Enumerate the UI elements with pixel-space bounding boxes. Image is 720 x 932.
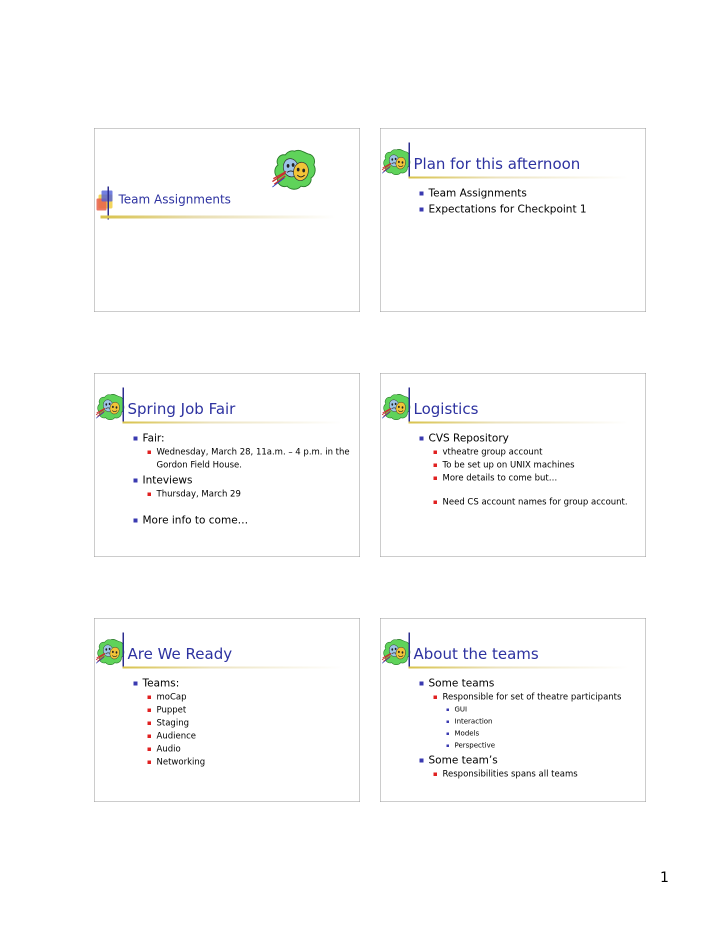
list-item: Inteviews xyxy=(128,473,352,488)
title-vertical-rule xyxy=(123,388,125,423)
list-item: Networking xyxy=(128,756,352,769)
bullet-icon xyxy=(447,709,450,712)
title-vertical-rule xyxy=(409,388,411,423)
list-item: moCap xyxy=(128,691,352,704)
bullet-icon xyxy=(148,761,152,765)
list-item: Some team’s xyxy=(414,753,638,768)
title-vertical-rule xyxy=(409,633,411,668)
slide-title: Plan for this afternoon xyxy=(413,155,581,173)
bullet-icon xyxy=(434,696,438,700)
title-horizontal-rule xyxy=(409,177,629,179)
bullet-icon xyxy=(148,735,152,739)
list-item: Fair: xyxy=(128,431,352,446)
list-item: Interaction xyxy=(414,716,638,728)
theatre-masks-icon xyxy=(96,393,126,423)
slide-are-we-ready xyxy=(94,618,360,802)
list-item: Responsibilities spans all teams xyxy=(414,768,638,781)
bullet-icon xyxy=(447,721,450,724)
bullet-icon xyxy=(148,709,152,713)
bullet-icon xyxy=(420,208,424,212)
bullet-icon xyxy=(434,477,438,481)
bullet-icon xyxy=(447,733,450,736)
list-item: Wednesday, March 28, 11a.m. – 4 p.m. in the Gordon Field House. xyxy=(128,446,352,472)
slide-title: Logistics xyxy=(413,400,479,418)
slide-body xyxy=(414,675,638,781)
bullet-icon xyxy=(434,451,438,455)
theatre-masks-icon xyxy=(272,148,318,194)
slide-title: Spring Job Fair xyxy=(127,400,236,418)
bullet-icon xyxy=(148,722,152,726)
bullet-icon xyxy=(420,192,424,196)
slide-logistics xyxy=(380,373,646,557)
list-item: Puppet xyxy=(128,704,352,717)
bullet-icon xyxy=(420,437,424,441)
slide-body xyxy=(128,430,352,528)
list-item: More details to come but… xyxy=(414,472,638,485)
title-horizontal-rule xyxy=(409,422,629,424)
list-item: To be set up on UNIX machines xyxy=(414,459,638,472)
bullet-icon xyxy=(148,451,152,455)
theatre-masks-icon xyxy=(96,638,126,668)
bullet-icon xyxy=(148,748,152,752)
list-item: GUI xyxy=(414,704,638,716)
list-item: Need CS account names for group account. xyxy=(414,496,638,509)
bullet-icon xyxy=(134,479,138,483)
slide-body xyxy=(128,675,352,769)
title-horizontal-rule xyxy=(101,216,336,219)
list-item: Thursday, March 29 xyxy=(128,488,352,501)
title-vertical-rule xyxy=(123,633,125,668)
slide-plan xyxy=(380,128,646,312)
bullet-icon xyxy=(447,745,450,748)
list-item: Teams: xyxy=(128,676,352,691)
list-item: CVS Repository xyxy=(414,431,638,446)
bullet-icon xyxy=(434,773,438,777)
list-item: vtheatre group account xyxy=(414,446,638,459)
slide-body xyxy=(414,185,638,217)
slide-title: About the teams xyxy=(413,645,539,663)
theatre-masks-icon xyxy=(382,393,412,423)
list-item: Expectations for Checkpoint 1 xyxy=(414,202,638,217)
page-number: 1 xyxy=(660,870,669,886)
slide-title: Are We Ready xyxy=(127,645,233,663)
list-item: Audio xyxy=(128,743,352,756)
bullet-icon xyxy=(134,682,138,686)
title-horizontal-rule xyxy=(123,667,343,669)
slide-about-teams xyxy=(380,618,646,802)
bullet-icon xyxy=(134,519,138,523)
theatre-masks-icon xyxy=(382,638,412,668)
bullet-icon xyxy=(434,501,438,505)
list-item: Team Assignments xyxy=(414,186,638,201)
list-item: Perspective xyxy=(414,740,638,752)
bullet-icon xyxy=(148,696,152,700)
list-item: Responsible for set of theatre participants xyxy=(414,691,638,704)
bullet-icon xyxy=(420,682,424,686)
title-vertical-rule xyxy=(409,143,411,178)
slide-job-fair xyxy=(94,373,360,557)
list-item: Some teams xyxy=(414,676,638,691)
bullet-icon xyxy=(420,759,424,763)
title-horizontal-rule xyxy=(409,667,629,669)
title-horizontal-rule xyxy=(123,422,343,424)
bullet-icon xyxy=(434,464,438,468)
list-item: Staging xyxy=(128,717,352,730)
slide-body xyxy=(414,430,638,509)
bullet-icon xyxy=(148,493,152,497)
slide-title: Team Assignments xyxy=(118,192,231,207)
bullet-icon xyxy=(134,437,138,441)
list-item: More info to come… xyxy=(128,513,352,528)
slide-team-assignments xyxy=(94,128,360,312)
list-item: Models xyxy=(414,728,638,740)
theatre-masks-icon xyxy=(382,148,412,178)
list-item: Audience xyxy=(128,730,352,743)
